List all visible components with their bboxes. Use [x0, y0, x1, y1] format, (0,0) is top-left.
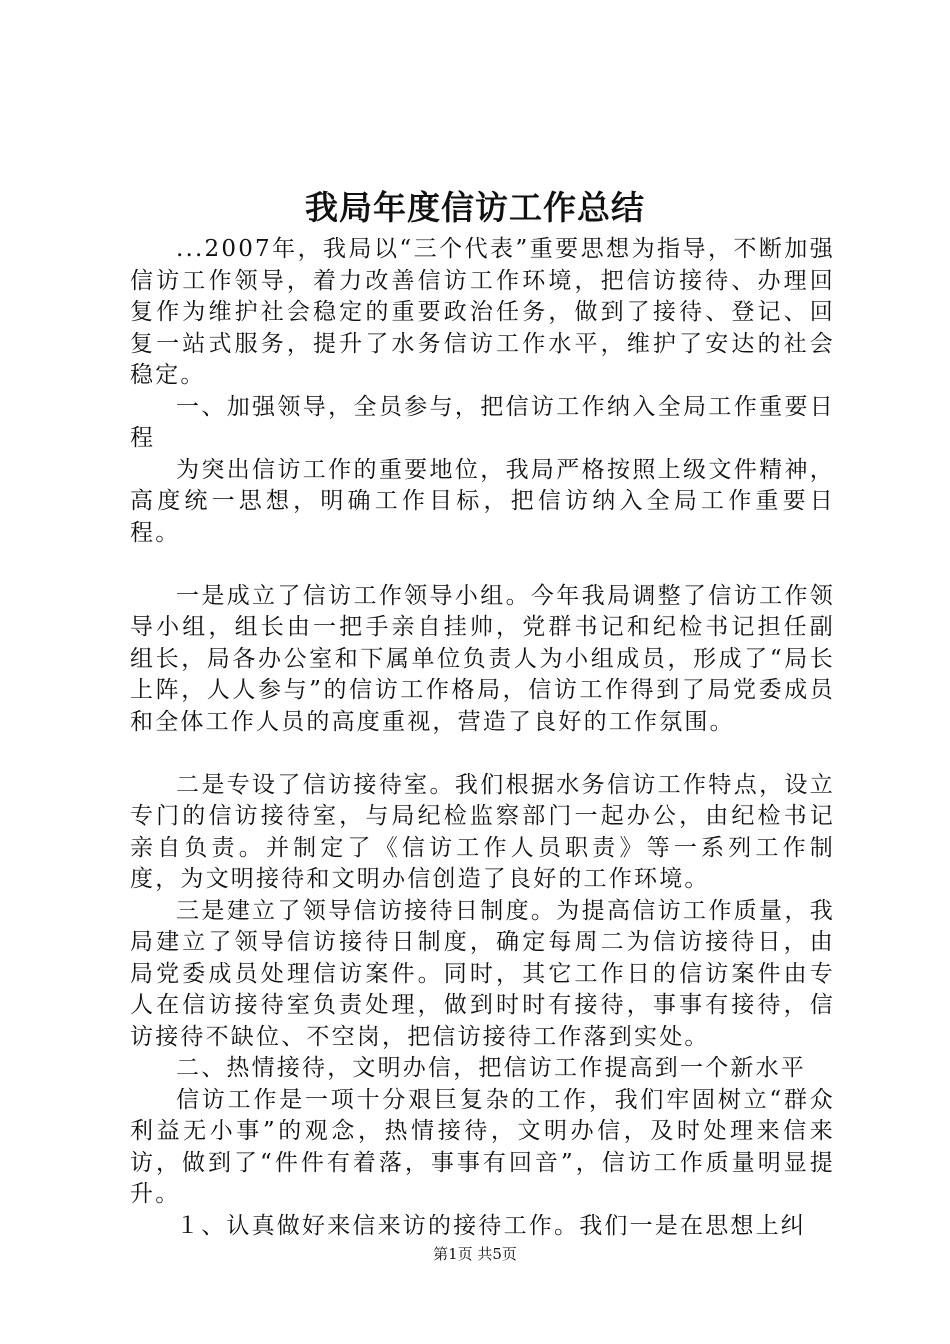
section-heading-2: 二、热情接待，文明办信，把信访工作提高到一个新水平: [176, 1055, 806, 1081]
section-heading-1: 一、加强领导，全员参与，把信访工作纳入全局工作重要日程: [130, 393, 835, 451]
paragraph-section-1-intro: 为突出信访工作的重要地位，我局严格按照上级文件精神，高度统一思想，明确工作目标，把信访纳入全局工作重要日程。: [130, 456, 835, 546]
paragraph-section-2-intro: 信访工作是一项十分艰巨复杂的工作，我们牢固树立“群众利益无小事”的观念，热情接待，文明办信，及时处理来信来访，做到了“件件有着落，事事有回音”，信访工作质量明显提升。: [130, 1086, 835, 1207]
paragraph-subitem-1: １、认真做好来信来访的接待工作。我们一是在思想上纠: [176, 1212, 806, 1239]
paragraph-item-3: 三是建立了领导信访接待日制度。为提高信访工作质量，我局建立了领导信访接待日制度，确定每周二为信访接待日，由局党委成员处理信访案件。同时，其它工作日的信访案件由专人在信访接待室负责处理，做到时时有接待，事事有接待，信访接待不缺位、不空岗，把信访接待工作落到实处。: [130, 897, 835, 1050]
paragraph-item-1: 一是成立了信访工作领导小组。今年我局调整了信访工作领导小组，组长由一把手亲自挂帅，党群书记和纪检书记担任副组长，局各办公室和下属单位负责人为小组成员，形成了“局长上阵，人人参与”的信访工作格局，信访工作得到了局党委成员和全体工作人员的高度重视，营造了良好的工作氛围。: [130, 582, 835, 735]
paragraph-intro: ...2007年，我局以“三个代表”重要思想为指导，不断加强信访工作领导，着力改善信访工作环境，把信访接待、办理回复作为维护社会稳定的重要政治任务，做到了接待、登记、回复一站式服务，提升了水务信访工作水平，维护了安达的社会稳定。: [130, 236, 835, 388]
paragraph-item-2: 二是专设了信访接待室。我们根据水务信访工作特点，设立专门的信访接待室，与局纪检监察部门一起办公，由纪检书记亲自负责。并制定了《信访工作人员职责》等一系列工作制度，为文明接待和文明办信创造了良好的工作环境。: [130, 771, 835, 892]
document-body: [130, 234, 835, 1242]
document-title: 我局年度信访工作总结: [305, 188, 645, 227]
page-footer: 第1页 共5页: [433, 1245, 517, 1263]
